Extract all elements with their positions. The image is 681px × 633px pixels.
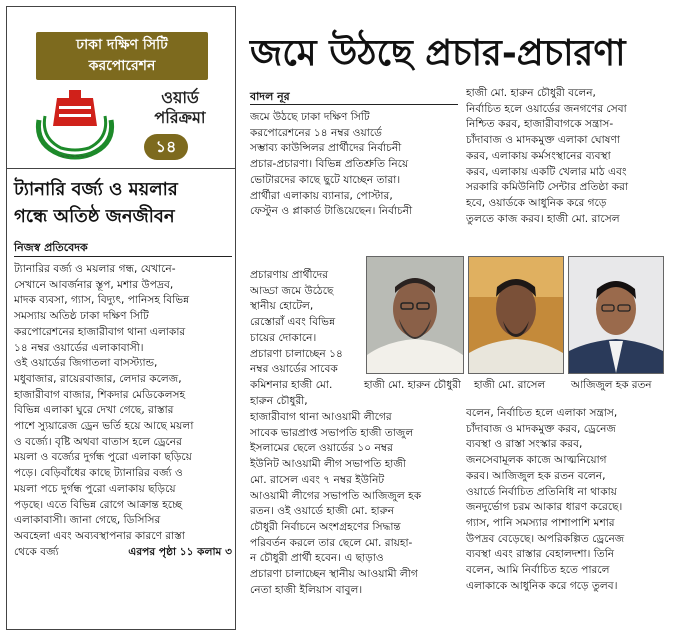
- col2-bottom-line: উপদ্রব বেড়েছে। অপরিকল্পিত ড্রেনেজ: [466, 532, 625, 545]
- left-body-line: বিভিন্ন এলাকা ঘুরে দেখা গেছে, রাস্তার: [14, 404, 174, 417]
- col2-bottom-line: ওয়ার্ডে নির্বাচিত প্রতিনিধি না থাকায়: [466, 485, 617, 498]
- col1-bottom-line: হাজারীবাগ থানা আওয়ামী লীগের: [250, 411, 392, 423]
- ward-badge: [6, 6, 236, 169]
- col1-narrow-line: স্থানীয় হোটেল,: [250, 300, 314, 313]
- left-last-text: থেকে বর্জ্য: [14, 545, 59, 558]
- col1-narrow-line: প্রচারণায় প্রার্থীদের: [250, 269, 329, 281]
- col2-bottom-line: চাঁদাবাজ ও মাদকমুক্ত করব, ড্রেনেজ: [466, 422, 616, 435]
- col2-top-line: নিশ্চিত করব, হাজারীবাগকে সন্ত্রাস-: [466, 118, 614, 131]
- main-col1-bottom: [250, 410, 458, 598]
- portrait-1: [367, 257, 463, 373]
- left-body-line: পড়ে। বেড়িবাঁধের কাছে ট্যানারির বর্জ্য ও: [14, 467, 183, 480]
- svg-text:~~~~~~: ~~~~~~: [59, 153, 91, 160]
- left-article-byline: নিজস্ব প্রতিবেদক: [14, 241, 88, 254]
- left-body-line: ট্যানারির বর্জ্য ও ময়লার গন্ধ, যেখানে-: [14, 263, 176, 275]
- col2-bottom-line: জনদুর্ভোগ চরম আকার ধারণ করেছে।: [466, 501, 623, 514]
- caption-azizul-haque-ratan: আজিজুল হক রতন: [571, 379, 652, 391]
- caption-rasel: হাজী মো. রাসেল: [474, 379, 546, 391]
- banner-line-1: ঢাকা দক্ষিণ সিটি: [76, 37, 168, 53]
- caption-harun-chowdhury: হাজী মো. হারুন চৌধুরী: [364, 379, 461, 391]
- col1-bottom-line: সাবেক ভারপ্রাপ্ত সভাপতি হাজী তাজুল: [250, 426, 414, 439]
- left-article-body: [14, 262, 232, 561]
- main-col2-top: [466, 86, 674, 227]
- left-body-line: অবহেলা এবং অব্যবস্থাপনার কারণে রাস্তা: [14, 529, 185, 542]
- col1-top-line: সম্ভাব্য কাউন্সিলর প্রার্থীদের নির্বাচনী: [250, 142, 402, 155]
- photo-rasel: [468, 256, 564, 374]
- portrait-2: [469, 257, 563, 373]
- left-body-line: সেখানে আবর্জনার স্তূপ, মশার উপদ্রব,: [14, 278, 174, 291]
- left-body-line: পাশে স্যুয়ারেজ ড্রেন ভর্তি হয়ে আছে ময়লা: [14, 420, 194, 433]
- col1-top-line: ফেস্টুন ও প্লাকার্ড টাঙিয়েছেন। নির্বাচনী: [250, 205, 413, 218]
- left-body-line: ১৪ নম্বর ওয়ার্ডের এলাকাবাসী।: [14, 341, 144, 354]
- ward-label-line-2: পরিক্রমা: [154, 108, 206, 127]
- col1-top-line: করপোরেশনের ১৪ নম্বর ওয়ার্ডে: [250, 126, 382, 139]
- main-byline-rule: [250, 104, 458, 105]
- left-body-line: এলাকাবাসী। জানা গেছে, ডিসিসির: [14, 514, 161, 527]
- left-body-line: মধুবাজার, রায়েরবাজার, লেদার কলেজ,: [14, 372, 182, 385]
- col2-bottom-line: গ্যাস, পানি সমস্যার পাশাপাশি মশার: [466, 516, 615, 529]
- banner-box: [36, 32, 208, 80]
- col1-narrow-line: হারুন চৌধুরী,: [250, 394, 308, 407]
- col2-bottom-line: বলেন, নির্বাচিত হলে এলাকা সন্ত্রাস,: [466, 407, 618, 419]
- col1-narrow-line: নম্বর ওয়ার্ডের সাবেক: [250, 363, 338, 376]
- left-article-headline: [14, 176, 232, 230]
- left-headline-line-1: ট্যানারি বর্জ্য ও ময়লার: [14, 179, 178, 200]
- col2-top-line: সরকারি কমিউনিটি সেন্টার প্রতিষ্ঠা করা: [466, 181, 629, 194]
- portrait-3: [569, 257, 663, 373]
- col2-bottom-line: ব্যবস্থা ও রাস্তা সংস্কার করব,: [466, 438, 583, 451]
- col2-bottom-line: করব। আজিজুল হক রতন বলেন,: [466, 469, 606, 482]
- col1-narrow-line: আড্ডা জমে উঠেছে: [250, 284, 334, 297]
- col2-top-line: করব, এলাকায় একটি খেলার মাঠ এবং: [466, 165, 627, 178]
- col2-bottom-line: এলাকাকে আধুনিক করে গড়ে তুলব।: [466, 579, 618, 592]
- left-body-line: মাদক ব্যবসা, গ্যাস, বিদ্যুৎ, পানিসহ বিভিন্ন: [14, 294, 190, 307]
- col1-bottom-line: চৌধুরী নির্বাচনে অংশগ্রহণের সিদ্ধান্ত: [250, 520, 401, 533]
- col1-bottom-line: নেতা হাজী ইলিয়াস বাবুল।: [250, 583, 363, 596]
- col2-top-line: তুলতে কাজ করব। হাজী মো. রাসেল: [466, 212, 620, 225]
- col1-bottom-line: ইসলামের ছেলে ওয়ার্ডের ১০ নম্বর: [250, 442, 393, 455]
- col1-top-line: প্রচার-প্রচারণা। বিভিন্ন প্রতিশ্রুতি নিয়ে: [250, 158, 409, 171]
- photo-harun-chowdhury: [366, 256, 464, 374]
- col2-top-line: করব, এলাকায় কর্মসংস্থানের ব্যবস্থা: [466, 149, 611, 162]
- col1-bottom-line: ইউনিট আওয়ামী লীগ সভাপতি হাজী: [250, 458, 406, 471]
- left-body-line: ওই ওয়ার্ডের জিগাতলা বাসস্ট্যান্ড,: [14, 357, 158, 370]
- col1-narrow-line: চায়ের দোকানে।: [250, 331, 317, 344]
- col1-narrow-line: প্রচারণা চালাচ্ছেন ১৪: [250, 347, 343, 360]
- col2-bottom-line: বলেন, আমি নির্বাচিত হতে পারলে: [466, 564, 610, 577]
- main-col1-narrow: [250, 268, 362, 409]
- left-body-line: সমস্যায় অতিষ্ঠ ঢাকা দক্ষিণ সিটি: [14, 310, 149, 323]
- ward-number: ১৪: [144, 134, 188, 160]
- ward-label-line-1: ওয়ার্ড: [161, 88, 199, 107]
- left-body-line: হাজারীবাগ বাজার, শিকদার মেডিকেলসহ: [14, 388, 186, 401]
- col1-top-line: জমে উঠছে ঢাকা দক্ষিণ সিটি: [250, 111, 370, 123]
- left-byline-rule: [14, 256, 232, 257]
- main-byline: বাদল নূর: [250, 90, 290, 103]
- left-body-line: ও বর্জ্যে। বৃষ্টি অথবা বাতাস হলে ড্রেনের: [14, 435, 182, 448]
- col2-bottom-line: জনসেবামূলক কাজে আত্মনিয়োগ: [466, 454, 607, 467]
- ward-label: [130, 88, 230, 128]
- continuation-note: এরপর পৃষ্ঠা ১১ কলাম ৩: [128, 545, 232, 558]
- col1-top-line: ভোটারদের কাছে ছুটে যাচ্ছেন তারা।: [250, 173, 401, 186]
- col1-bottom-line: রতন। ওই ওয়ার্ডে হাজী মো. হারুন: [250, 505, 395, 518]
- col2-top-line: হবে, ওয়ার্ডকে আধুনিক করে গড়ে: [466, 196, 607, 209]
- col1-bottom-line: আওয়ামী লীগের সভাপতি আজিজুল হক: [250, 489, 422, 502]
- left-body-line: পড়ছে। এতে বিভিন্ন রোগে আক্রান্ত হচ্ছে: [14, 498, 183, 511]
- col2-bottom-line: ব্যবস্থা এবং রাস্তার বেহালদশা। তিনি: [466, 548, 615, 561]
- col1-bottom-line: ন চৌধুরী প্রার্থী হবেন। এ ছাড়াও: [250, 552, 384, 565]
- left-body-line: ময়লা পচে দুর্গন্ধ পুরো এলাকায় ছড়িয়ে: [14, 482, 176, 495]
- col1-top-line: প্রার্থীরা এলাকায় ব্যানার, পোস্টার,: [250, 189, 393, 202]
- col1-bottom-line: প্রচারণা চালাচ্ছেন স্থানীয় আওয়ামী লীগ: [250, 568, 418, 581]
- left-headline-line-2: গন্ধে অতিষ্ঠ জনজীবন: [14, 206, 175, 227]
- col2-top-line: চাঁদাবাজ ও মাদকমুক্ত এলাকা ঘোষণা: [466, 134, 620, 147]
- photo-azizul-haque-ratan: [568, 256, 664, 374]
- main-col1-top: [250, 110, 458, 220]
- city-corporation-logo: [31, 86, 119, 160]
- col1-bottom-line: পরিবর্তন করলে তার ছেলে মো. রায়হা-: [250, 536, 413, 549]
- col2-top-line: হাজী মো. হারুন চৌধুরী বলেন,: [466, 87, 596, 99]
- banner-line-2: করপোরেশন: [88, 58, 156, 74]
- left-body-line: করপোরেশনের হাজারীবাগ থানা এলাকার: [14, 325, 186, 338]
- left-body-lines: [14, 262, 232, 545]
- col2-top-line: নির্বাচিত হলে ওয়ার্ডের জনগণের সেবা: [466, 102, 627, 115]
- col1-bottom-line: মো. রাসেল এবং ৭ নম্বর ইউনিট: [250, 473, 385, 486]
- col1-narrow-line: কমিশনার হাজী মো.: [250, 378, 333, 391]
- main-headline: জমে উঠছে প্রচার-প্রচারণা: [250, 33, 626, 74]
- banner-text: [36, 35, 208, 77]
- col1-narrow-line: রেস্তোরাঁ এবং বিভিন্ন: [250, 316, 336, 329]
- main-col2-bottom: [466, 406, 674, 594]
- left-body-line: ময়লা ও বর্জ্যের দুর্গন্ধ পুরো এলাকা ছড়িয়ে: [14, 451, 192, 464]
- left-last-line: [14, 545, 232, 561]
